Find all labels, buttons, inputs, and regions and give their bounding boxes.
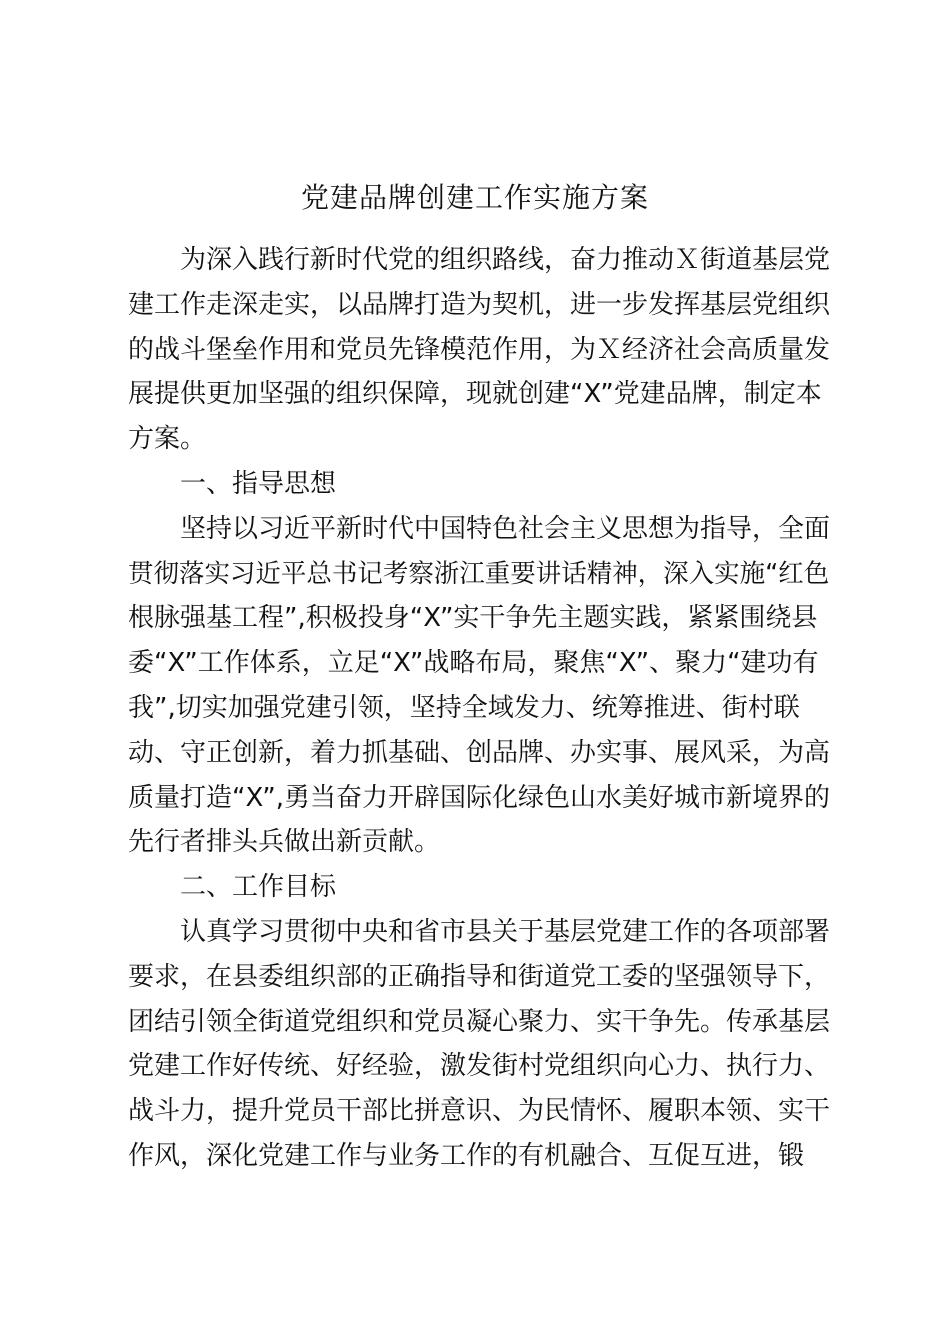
text-line: 要求，在县委组织部的正确指导和街道党工委的坚强领导下，	[128, 961, 831, 992]
text-line: 展提供更加坚强的组织保障，现就创建“X”党建品牌，制定本	[128, 379, 822, 410]
text-line: 的战斗堡垒作用和党员先锋模范作用，为Ｘ经济社会高质量发	[128, 334, 831, 365]
text-line: 一、指导思想	[180, 468, 337, 499]
text-line: 为深入践行新时代党的组织路线，奋力推动Ｘ街道基层党	[180, 245, 831, 275]
text-line: 贯彻落实习近平总书记考察浙江重要讲话精神，深入实施“红色	[128, 558, 830, 589]
text-line: 先行者排头兵做出新贡献。	[128, 827, 441, 858]
text-line: 认真学习贯彻中央和省市县关于基层党建工作的各项部署	[180, 916, 831, 947]
text-line: 质量打造“X”,勇当奋力开辟国际化绿色山水美好城市新境界的	[128, 782, 830, 813]
text-line: 二、工作目标	[180, 872, 337, 903]
text-line: 方案。	[128, 424, 207, 455]
text-line: 战斗力，提升党员干部比拼意识、为民情怀、履职本领、实干	[128, 1096, 831, 1127]
text-line: 坚持以习近平新时代中国特色社会主义思想为指导，全面	[180, 513, 831, 544]
text-line: 根脉强基工程”,积极投身“X”实干争先主题实践，紧紧围绕县	[128, 603, 818, 634]
text-line: 团结引领全街道党组织和党员凝心聚力、实干争先。传承基层	[128, 1006, 831, 1037]
text-line: 建工作走深走实，以品牌打造为契机，进一步发挥基层党组织	[128, 289, 831, 320]
text-line: 党建工作好传统、好经验，激发街村党组织向心力、执行力、	[128, 1051, 831, 1082]
document-body	[128, 238, 833, 1179]
text-line: 委“X”工作体系，立足“X”战略布局，聚焦“X”、聚力“建功有	[128, 648, 819, 679]
document-title: 党建品牌创建工作实施方案	[300, 181, 649, 214]
text-line: 作风，深化党建工作与业务工作的有机融合、互促互进，锻	[128, 1140, 805, 1171]
text-line: 我”,切实加强党建引领，坚持全域发力、统筹推进、街村联	[128, 692, 800, 723]
text-line: 动、守正创新，着力抓基础、创品牌、办实事、展风采，为高	[128, 737, 831, 768]
